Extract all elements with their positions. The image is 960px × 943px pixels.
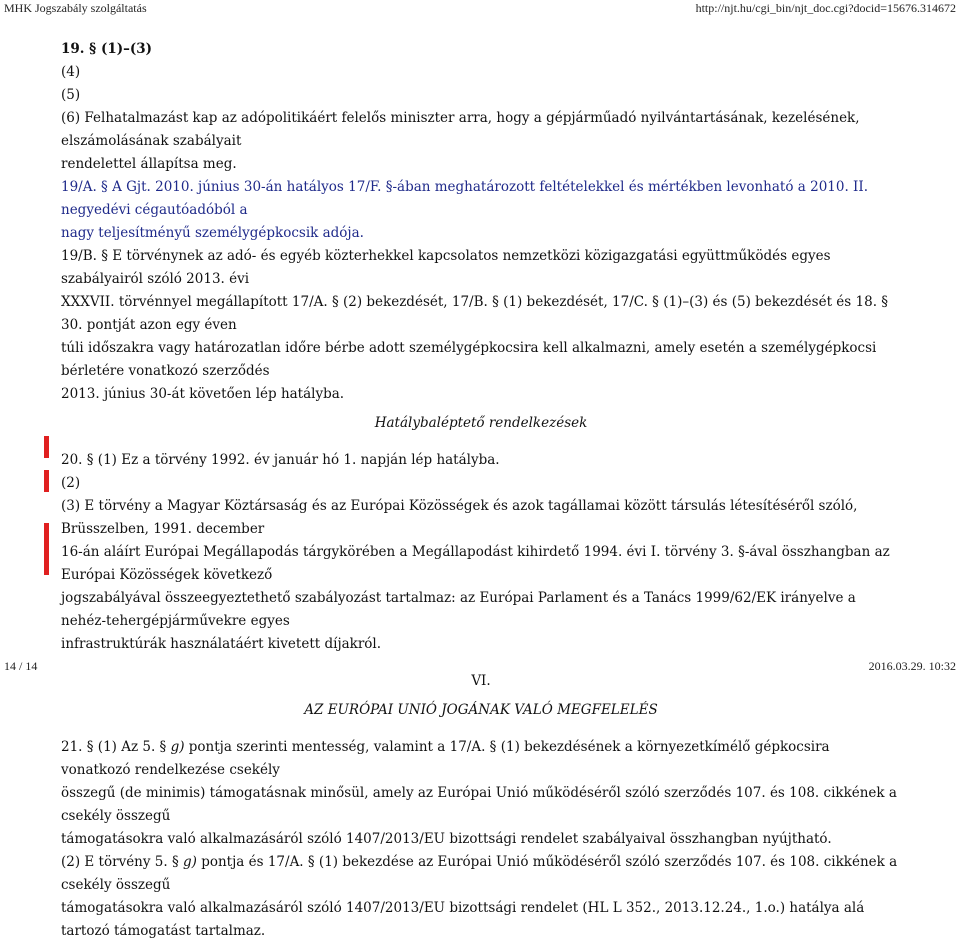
section-heading-effect: Hatálybaléptető rendelkezések [374,415,588,431]
paragraph-19b-line4: 2013. június 30-át követően lép hatályba. [61,386,345,402]
browser-print-header [0,0,960,16]
paragraph-20-3-line3: jogszabályával összeegyeztethető szabályozást tartalmaz: az Európai Parlament és a Tanács 1999/62/EK irányelve a nehéz-tehergépjárművekre egyes [61,590,856,629]
paragraph-21-1-line1: 21. § (1) Az 5. § g) pontja szerinti mentesség, valamint a 17/A. § (1) bekezdésének a környezetkímélő gépkocsira vonatkozó rendelkezése csekély [61,739,830,778]
paragraph-19-6-line1: (6) Felhatalmazást kap az adópolitikáért felelős miniszter arra, hogy a gépjárműadó nyilvántartásának, kezelésének, elszámolásának szabályait [61,110,860,149]
paragraph-19b-line3: túli időszakra vagy határozatlan időre bérbe adott személygépkocsira kell alkalmazni, amely esetén a személygépkocsi bérletére vonatkozó szerződés [61,340,877,379]
paragraph-19a-line2: nagy teljesítményű személygépkocsik adója. [61,225,364,241]
header-url: http://njt.hu/cgi_bin/njt_doc.cgi?docid=15676.314672 [695,1,956,15]
paragraph-21-2-line1: (2) E törvény 5. § g) pontja és 17/A. § (1) bekezdése az Európai Unió működéséről szóló szerződés 107. és 108. cikkének a csekély összegű [61,854,898,893]
paragraph-21-1-line3: támogatásokra való alkalmazásáról szóló 1407/2013/EU bizottsági rendelet szabályaival összhangban nyújtható. [61,831,832,847]
paragraph-19a-line1: 19/A. § A Gjt. 2010. június 30-án hatályos 17/F. §-ában meghatározott feltételekkel és mértékben levonható a 2010. II. negyedévi cégautóadóból a [61,179,869,218]
paragraph-19-5: (5) [61,87,81,103]
change-marker-bar [44,436,49,458]
paragraph-20-3-line1: (3) E törvény a Magyar Köztársaság és az Európai Közösségek és azok tagállamai között társulás létesítéséről szóló, Brüsszelben, 1991. december [61,498,858,537]
page-counter: 14 / 14 [4,659,38,673]
document-body [61,38,901,943]
paragraph-20-3-line4: infrastruktúrák használatáért kivetett díjakról. [61,636,382,652]
paragraph-21-1-line2: összegű (de minimis) támogatásnak minősül, amely az Európai Unió működéséről szóló szerződés 107. és 108. cikkének a csekély összegű [61,785,897,824]
paragraph-19-6-line2: rendelettel állapítsa meg. [61,156,237,172]
paragraph-19-4: (4) [61,64,81,80]
paragraph-19b-line2: XXXVII. törvénnyel megállapított 17/A. § (2) bekezdését, 17/B. § (1) bekezdését, 17/C. § (1)–(3) és (5) bekezdését és 18. § 30. pontját azon egy éven [61,294,889,333]
change-marker-bar [44,470,49,492]
paragraph-20-3-line2: 16-án aláírt Európai Megállapodás tárgykörében a Megállapodást kihirdető 1994. évi I. törvény 3. §-ával összhangban az Európai Közösségek következő [61,544,890,583]
paragraph-19b-line1: 19/B. § E törvénynek az adó- és egyéb közterhekkel kapcsolatos nemzetközi közigazgatási együttműködés egyes szabályairól szóló 2013. évi [61,248,831,287]
paragraph-20-1: 20. § (1) Ez a törvény 1992. év január hó 1. napján lép hatályba. [61,452,500,468]
chapter-title: AZ EURÓPAI UNIÓ JOGÁNAK VALÓ MEGFELELÉS [304,702,658,718]
browser-print-footer [0,658,960,674]
change-marker-bar [44,523,49,575]
paragraph-20-2: (2) [61,475,81,491]
paragraph-19: 19. § (1)–(3) [61,41,153,57]
header-site-name: MHK Jogszabály szolgáltatás [4,1,147,15]
paragraph-21-2-line2: támogatásokra való alkalmazásáról szóló 1407/2013/EU bizottsági rendelet (HL L 352., 2013.12.24., 1.o.) hatálya alá tartozó támogatást tartalmaz. [61,900,865,939]
print-timestamp: 2016.03.29. 10:32 [868,659,956,673]
chapter-number: VI. [471,673,491,689]
